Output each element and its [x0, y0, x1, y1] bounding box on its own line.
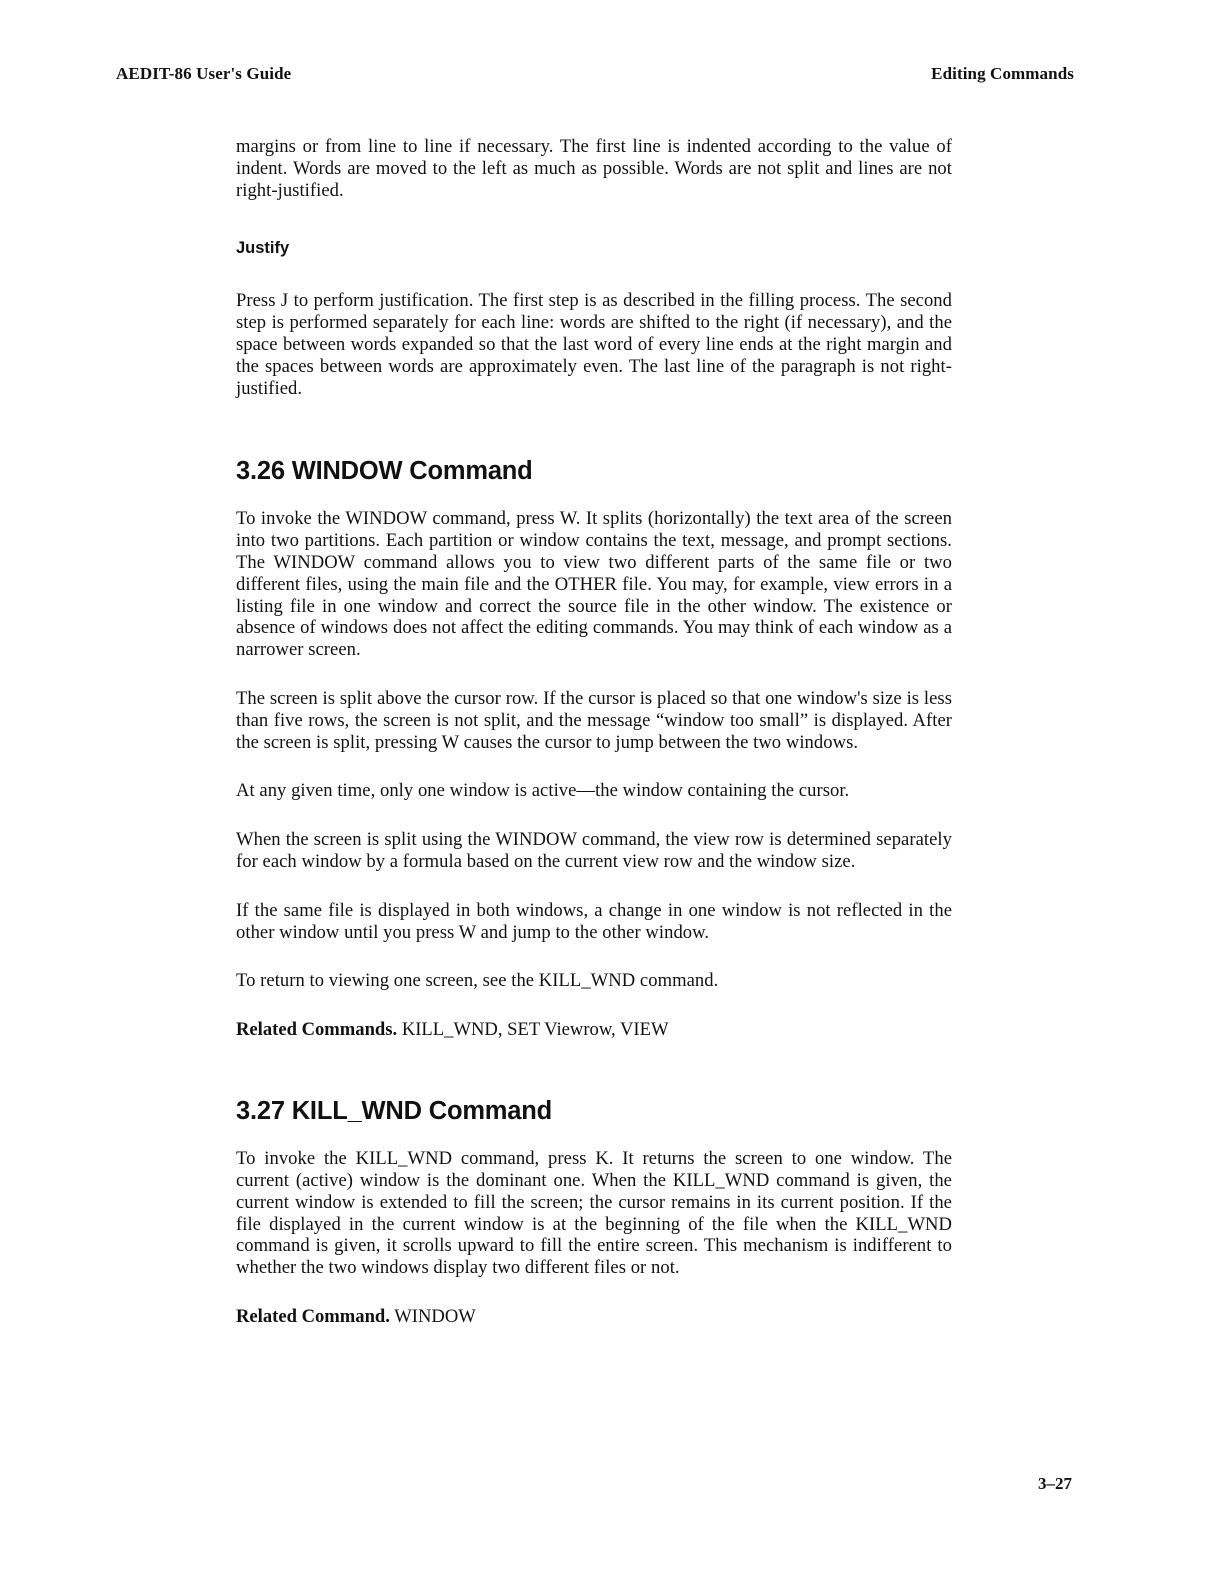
- section-title-window: 3.26 WINDOW Command: [236, 457, 533, 486]
- related-value: KILL_WND, SET Viewrow, VIEW: [401, 1019, 669, 1041]
- running-head-title: AEDIT-86 User's Guide: [116, 64, 292, 83]
- window-paragraph-2: The screen is split above the cursor row. If the cursor is placed so that one window's size is less than five rows, the screen is not split, and the message “window too small” is displayed. After the screen is split, pressing W causes the cursor to jump between the two windows.: [236, 687, 952, 753]
- running-head-chapter: Editing Commands: [931, 64, 1074, 83]
- justify-heading: Justify: [236, 239, 290, 258]
- justify-paragraph: Press J to perform justification. The first step is as described in the filling process. The second step is performed separately for each line: words are shifted to the right (if necessary), and the space between words expanded so that the last word of every line ends at the right margin and the spaces between words are approximately even. The last line of the paragraph is not right-justified.: [236, 290, 952, 399]
- section-title-kill-wnd: 3.27 KILL_WND Command: [236, 1097, 553, 1126]
- kill-wnd-paragraph: To invoke the KILL_WND command, press K. It returns the screen to one window. The current (active) window is the dominant one. When the KILL_WND command is given, the current window is extended to fill the screen; the cursor remains in its current position. If the file displayed in the current window is at the beginning of the file when the KILL_WND command is given, it scrolls upward to fill the entire screen. This mechanism is indifferent to whether the two windows display two different files or not.: [236, 1148, 952, 1279]
- window-paragraph-3: At any given time, only one window is active—the window containing the cursor.: [236, 780, 850, 802]
- page-number: 3–27: [1038, 1474, 1072, 1493]
- related-label: Related Commands.: [236, 1019, 398, 1041]
- window-paragraph-4: When the screen is split using the WINDOW command, the view row is determined separately for each window by a formula based on the current view row and the window size.: [236, 829, 952, 872]
- kill-wnd-related-command: [236, 1306, 952, 1328]
- window-paragraph-5: If the same file is displayed in both windows, a change in one window is not reflected in the other window until you press W and jump to the other window.: [236, 899, 952, 943]
- related-value: WINDOW: [394, 1305, 476, 1327]
- page-content: [236, 136, 952, 1328]
- intro-paragraph: margins or from line to line if necessary. The first line is indented according to the value of indent. Words are moved to the left as much as possible. Words are not split and lines are not right-justified.: [236, 136, 952, 201]
- window-paragraph-6: To return to viewing one screen, see the KILL_WND command.: [236, 970, 719, 992]
- window-paragraph-1: To invoke the WINDOW command, press W. It splits (horizontally) the text area of the screen into two partitions. Each partition or window contains the text, message, and prompt sections. The WINDOW command allows you to view two different parts of the same file or two different files, using the main file and the OTHER file. You may, for example, view errors in a listing file in one window and correct the source file in the other window. The existence or absence of windows does not affect the editing commands. You may think of each window as a narrower screen.: [236, 508, 952, 661]
- window-related-commands: [236, 1019, 952, 1041]
- related-label: Related Command.: [236, 1305, 390, 1327]
